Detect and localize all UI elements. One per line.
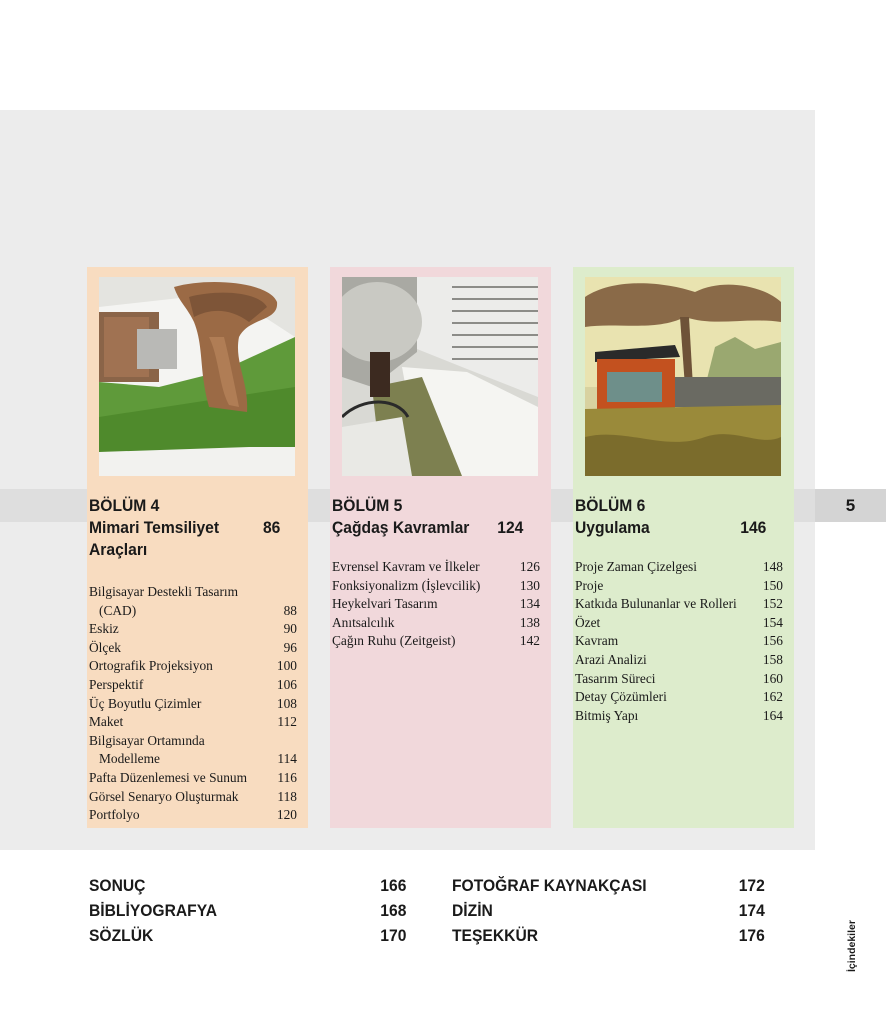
toc-entry	[575, 707, 783, 726]
toc-entry-title: Arazi Analizi	[575, 651, 647, 667]
toc-entry-page: 114	[277, 751, 297, 767]
toc-entry	[575, 595, 783, 614]
toc-entry-page: 138	[519, 614, 540, 630]
toc-entry-title: Fonksiyonalizm (İşlevcilik)	[332, 577, 481, 593]
chapter-5-column	[330, 267, 551, 828]
page-number: 5	[845, 496, 856, 515]
toc-entry-page: 126	[519, 559, 540, 574]
toc-entry-title: Proje	[575, 577, 604, 593]
chapter-4-heading	[89, 495, 280, 561]
toc-entry-title: Kavram	[575, 633, 619, 649]
back-matter-title: SONUÇ	[89, 876, 146, 895]
chapter-5-label: BÖLÜM 5	[332, 496, 403, 515]
back-matter-title: FOTOĞRAF KAYNAKÇASI	[452, 876, 647, 895]
toc-entry-title: Ortografik Projeksiyon	[89, 658, 213, 674]
toc-entry-title: Perspektif	[89, 676, 144, 692]
chapter-4-page: 86	[262, 518, 281, 537]
chapter-4-label: BÖLÜM 4	[89, 496, 160, 515]
toc-entry-page: 158	[762, 651, 783, 667]
toc-entry-page: 120	[276, 807, 297, 823]
chapter-6-title: Uygulama	[575, 518, 650, 537]
toc-entry-page: 134	[519, 596, 540, 612]
back-matter-page: 168	[380, 901, 407, 920]
chapter-4-photo	[99, 277, 295, 476]
toc-entry	[575, 670, 783, 689]
chapter-5-entries	[332, 558, 540, 651]
toc-entry-title: Görsel Senaryo Oluşturmak	[89, 788, 239, 804]
chapter-6-photo	[585, 277, 781, 476]
back-matter-page: 176	[738, 926, 765, 945]
chapter-5-photo	[342, 277, 538, 476]
toc-entry-title: Heykelvari Tasarım	[332, 596, 438, 612]
toc-entry-title: Pafta Düzenlemesi ve Sunum	[89, 769, 248, 785]
toc-entry-page: 162	[762, 689, 783, 705]
chapter-6-column	[573, 267, 794, 828]
toc-entry-title: Proje Zaman Çizelgesi	[575, 559, 697, 574]
toc-entry	[89, 788, 297, 807]
chapter-5-page: 124	[497, 518, 524, 537]
chapter-6-heading	[575, 495, 766, 539]
toc-entry-page: 142	[519, 633, 540, 649]
toc-entry-title: Bilgisayar Destekli Tasarım	[89, 584, 239, 599]
toc-entry	[575, 651, 783, 670]
back-matter-title: BİBLİYOGRAFYA	[89, 901, 218, 920]
toc-entry-title: Tasarım Süreci	[575, 670, 656, 686]
toc-entry-title: Evrensel Kavram ve İlkeler	[332, 559, 480, 574]
toc-entry-page: 148	[762, 559, 783, 574]
toc-entry-title: Özet	[575, 614, 601, 630]
toc-entry-title: Katkıda Bulunanlar ve Rolleri	[575, 596, 737, 612]
back-matter-page: 172	[738, 876, 765, 895]
toc-entry-page: 116	[277, 769, 297, 785]
toc-entry	[332, 558, 540, 577]
back-matter-title: SÖZLÜK	[89, 926, 154, 945]
toc-entry	[89, 639, 297, 658]
toc-entry	[575, 558, 783, 577]
toc-entry-page: 154	[762, 614, 783, 630]
toc-entry	[575, 688, 783, 707]
toc-entry-page: 108	[276, 695, 297, 711]
toc-entry-page: 106	[276, 676, 297, 692]
toc-entry	[89, 732, 297, 751]
back-matter-right	[452, 873, 765, 948]
toc-entry	[332, 595, 540, 614]
back-matter-page: 174	[738, 901, 765, 920]
toc-entry	[89, 602, 297, 621]
toc-entry	[332, 577, 540, 596]
toc-entry	[575, 632, 783, 651]
toc-entry-title: Portfolyo	[89, 807, 140, 823]
toc-entry	[89, 620, 297, 639]
toc-entry-page: 88	[283, 602, 297, 618]
toc-entry-page: 100	[276, 658, 297, 674]
toc-entry-page: 164	[762, 707, 783, 723]
chapter-6-page: 146	[740, 518, 767, 537]
toc-entry-title: Bitmiş Yapı	[575, 707, 639, 723]
toc-entry-title: Anıtsalcılık	[332, 614, 395, 630]
back-matter-page: 166	[380, 876, 407, 895]
toc-entry-title: Bilgisayar Ortamında	[89, 732, 205, 748]
toc-entry-page: 96	[283, 639, 297, 655]
toc-entry	[89, 750, 297, 769]
running-head-label: İçindekiler	[846, 920, 858, 972]
toc-entry-title: Maket	[89, 714, 124, 730]
chapter-6-entries	[575, 558, 783, 725]
toc-entry-page: 150	[762, 577, 783, 593]
toc-entry	[332, 632, 540, 651]
chapter-6-label: BÖLÜM 6	[575, 496, 646, 515]
toc-entry	[332, 614, 540, 633]
back-matter-title: TEŞEKKÜR	[452, 926, 539, 945]
toc-entry-page: 156	[762, 633, 783, 649]
toc-entry-title: Eskiz	[89, 621, 119, 637]
toc-entry-title: Ölçek	[89, 639, 121, 655]
toc-entry	[89, 769, 297, 788]
toc-entry	[575, 577, 783, 596]
chapter-4-column	[87, 267, 308, 828]
toc-entry	[89, 713, 297, 732]
toc-entry-page: 90	[283, 621, 297, 637]
back-matter-page: 170	[380, 926, 407, 945]
chapter-5-title: Çağdaş Kavramlar	[332, 518, 470, 537]
toc-entry-title: Detay Çözümleri	[575, 689, 667, 705]
toc-entry	[89, 657, 297, 676]
chapter-4-title-line-1: Mimari Temsiliyet	[89, 518, 220, 537]
toc-entry	[575, 614, 783, 633]
toc-entry-title: Modelleme	[99, 751, 160, 767]
toc-entry	[89, 583, 297, 602]
toc-entry-page: 160	[762, 670, 783, 686]
toc-entry-page: 130	[519, 577, 540, 593]
chapter-5-heading	[332, 495, 523, 539]
toc-entry	[89, 695, 297, 714]
toc-entry-title: Çağın Ruhu (Zeitgeist)	[332, 633, 456, 649]
chapter-4-title-line-2: Araçları	[89, 540, 148, 559]
toc-entry-title: Üç Boyutlu Çizimler	[89, 695, 202, 711]
toc-entry	[89, 676, 297, 695]
toc-entry	[89, 806, 297, 825]
toc-entry-page: 152	[762, 596, 783, 612]
chapter-4-entries	[89, 583, 297, 825]
toc-entry-page: 118	[277, 788, 297, 804]
back-matter-title: DİZİN	[452, 901, 493, 920]
back-matter-left	[89, 873, 406, 948]
toc-entry-page: 112	[277, 714, 297, 730]
toc-entry-title: (CAD)	[99, 602, 137, 618]
